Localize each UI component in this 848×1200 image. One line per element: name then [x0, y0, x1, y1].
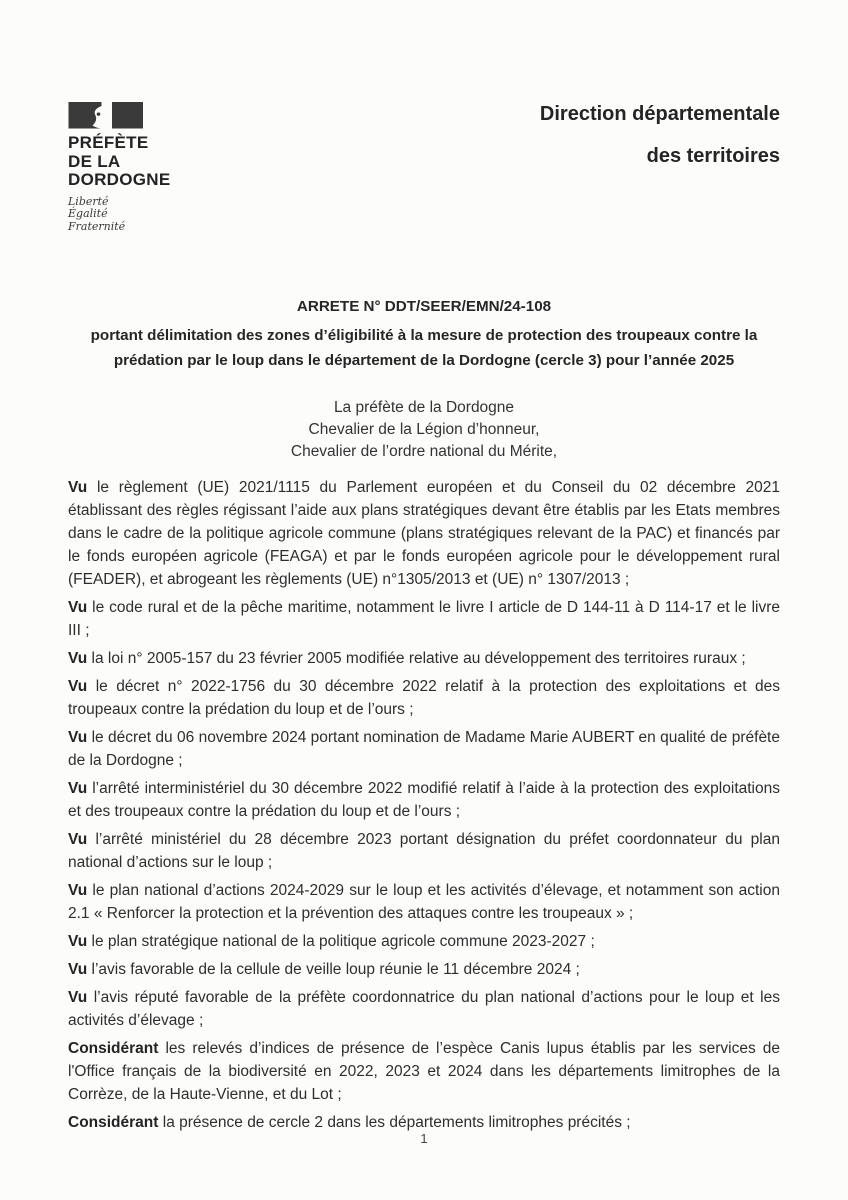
recital-text: le règlement (UE) 2021/1115 du Parlement européen et du Conseil du 02 décembre 2021 établissant des règles régissant l’aide aux plans stratégiques devant être établis par les Etats membres dans le cadre de la politique agricole commune (plans stratégiques relevant de la PAC) et financés par le fonds européen agricole (FEAGA) et par le fonds européen agricole pour le développement rural (FEADER), et abrogeant les règlements (UE) n°1305/2013 et (UE) n° 1307/2013 ; — [68, 479, 780, 588]
recital-text: le plan stratégique national de la politique agricole commune 2023-2027 ; — [91, 933, 595, 950]
recital-paragraph — [68, 930, 780, 953]
document-body — [68, 295, 780, 1139]
recital-lead: Vu — [68, 989, 88, 1006]
recital-paragraph — [68, 828, 780, 874]
salutation-line: Chevalier de la Légion d’honneur, — [308, 421, 540, 438]
recital-paragraph — [68, 675, 780, 721]
decree-subject: portant délimitation des zones d’éligibilité à la mesure de protection des troupeaux contre la prédation par le loup dans le département de la Dordogne (cercle 3) pour l’année 2025 — [90, 327, 758, 369]
direction-line: Direction départementale — [539, 103, 780, 125]
prefecture-name — [68, 134, 171, 190]
motto-line: Fraternité — [68, 220, 126, 234]
decree-number-title: ARRETE N° DDT/SEER/EMN/24-108 — [296, 298, 552, 315]
salutation-block — [68, 397, 780, 463]
recital-paragraph — [68, 476, 780, 591]
recital-text: l’avis réputé favorable de la préfète coordonnatrice du plan national d’actions pour le loup et les activités d’élevage ; — [68, 989, 780, 1029]
recital-lead: Vu — [68, 650, 88, 667]
document-header — [68, 101, 780, 234]
recital-lead: Considérant — [68, 1040, 159, 1057]
salutation-line: La préfète de la Dordogne — [333, 399, 515, 416]
issuing-direction — [540, 102, 780, 168]
recital-text: le décret n° 2022-1756 du 30 décembre 2022 relatif à la protection des exploitations et des troupeaux contre la prédation du loup et de l’ours ; — [68, 678, 780, 718]
recital-paragraph — [68, 1037, 780, 1106]
page-number: 1 — [420, 1131, 428, 1146]
recital-paragraph — [68, 726, 780, 772]
recital-paragraph — [68, 777, 780, 823]
recital-lead: Vu — [68, 678, 88, 695]
recital-lead: Vu — [68, 961, 88, 978]
motto-line: Liberté — [68, 194, 109, 208]
recital-paragraph — [68, 647, 780, 670]
recital-lead: Vu — [68, 831, 88, 848]
recital-text: les relevés d’indices de présence de l’espèce Canis lupus établis par les services de l'Office français de la biodiversité en 2022, 2023 et 2024 dans les départements limitrophes de la Corrèze, de la Haute-Vienne, et du Lot ; — [68, 1040, 780, 1103]
salutation-line: Chevalier de l’ordre national du Mérite, — [290, 443, 558, 460]
recital-paragraph — [68, 958, 780, 981]
recital-text: l’arrêté ministériel du 28 décembre 2023 portant désignation du préfet coordonnateur du plan national d’actions sur le loup ; — [68, 831, 780, 871]
recital-lead: Vu — [68, 599, 88, 616]
recital-lead: Vu — [68, 479, 88, 496]
recital-text: le décret du 06 novembre 2024 portant nomination de Madame Marie AUBERT en qualité de préfète de la Dordogne ; — [68, 729, 780, 769]
recital-text: l’arrêté interministériel du 30 décembre 2022 modifié relatif à l’aide à la protection des exploitations et des troupeaux contre la prédation du loup et de l’ours ; — [68, 780, 780, 820]
marianne-logo-icon — [68, 101, 171, 130]
recital-lead: Vu — [68, 882, 88, 899]
recital-lead: Vu — [68, 933, 88, 950]
recital-text: le plan national d’actions 2024-2029 sur le loup et les activités d’élevage, et notamment son action 2.1 « Renforcer la protection et la prévention des attaques contre les troupeaux » ; — [68, 882, 780, 922]
recital-lead: Vu — [68, 780, 88, 797]
recital-text: l’avis favorable de la cellule de veille loup réunie le 11 décembre 2024 ; — [91, 961, 580, 978]
recital-lead: Vu — [68, 729, 88, 746]
motto-line: Égalité — [68, 207, 108, 221]
prefecture-brand-block — [68, 101, 171, 234]
recital-text: la loi n° 2005-157 du 23 février 2005 modifiée relative au développement des territoires ruraux ; — [91, 650, 746, 667]
recital-text: la présence de cercle 2 dans les départements limitrophes précités ; — [162, 1114, 631, 1131]
recital-paragraph — [68, 596, 780, 642]
recital-text: le code rural et de la pêche maritime, notamment le livre I article de D 144-11 à D 114-17 et le livre III ; — [68, 599, 780, 639]
recital-lead: Considérant — [68, 1114, 159, 1131]
prefecture-name-line: DORDOGNE — [68, 170, 171, 189]
prefecture-name-line: DE LA — [68, 151, 121, 171]
republic-motto — [68, 196, 171, 234]
recital-paragraph — [68, 879, 780, 925]
direction-line: des territoires — [646, 145, 780, 167]
prefecture-name-line: PRÉFÈTE — [68, 133, 149, 152]
recital-paragraph — [68, 986, 780, 1032]
